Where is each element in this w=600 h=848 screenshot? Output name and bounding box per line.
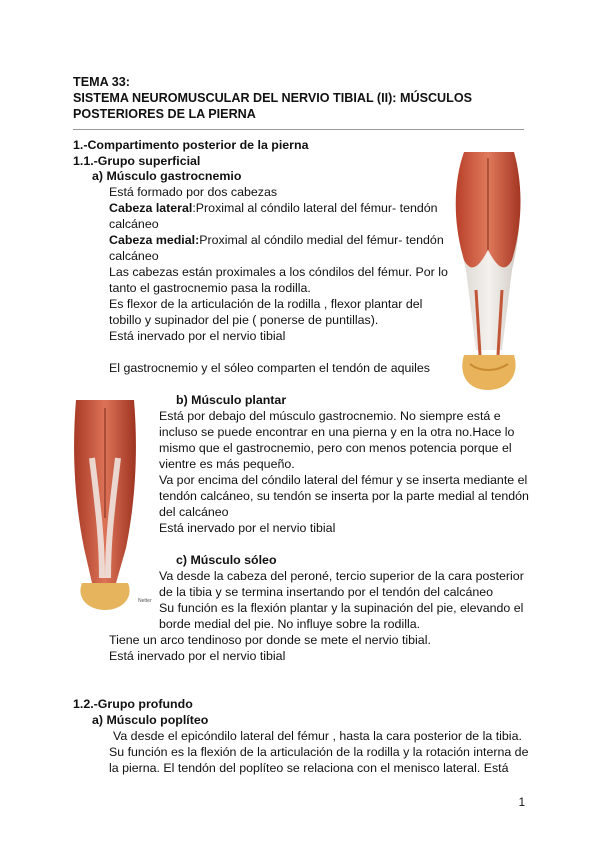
paragraph-line: Tiene un arco tendinoso por donde se mete el nervio tibial.	[109, 633, 431, 647]
soleo-heading: c) Músculo sóleo	[176, 553, 277, 567]
paragraph-line: vientre es más pequeño.	[159, 457, 295, 471]
paragraph-line: la pierna. El tendón del poplíteo se relaciona con el menisco lateral. Está	[109, 761, 509, 775]
subsection-heading: 1.1.-Grupo superficial	[73, 154, 201, 168]
paragraph-line	[109, 232, 444, 248]
title-divider	[73, 129, 524, 130]
paragraph-line: Está inervado por el nervio tibial	[109, 649, 286, 663]
paragraph-line: mismo que el gastrocnemio, pero con menos potencia porque el	[159, 441, 512, 455]
paragraph-line: Las cabezas están proximales a los cóndilos del fémur. Por lo	[109, 265, 448, 279]
doc-title-line2: POSTERIORES DE LA PIERNA	[73, 107, 256, 121]
term-label: Cabeza medial:	[109, 233, 200, 247]
paragraph-line: Su función es la flexión de la articulación de la rodilla y la rotación interna de	[109, 745, 529, 759]
paragraph-line: Es flexor de la articulación de la rodilla , flexor plantar del	[109, 297, 423, 311]
term-text: :Proximal al cóndilo lateral del fémur- tendón	[192, 201, 438, 215]
paragraph-line: El gastrocnemio y el sóleo comparten el tendón de aquiles	[109, 361, 430, 375]
paragraph-line: Su función es la flexión plantar y la supinación del pie, elevando el	[159, 601, 524, 615]
paragraph-line: Está inervado por el nervio tibial	[109, 329, 286, 343]
paragraph-line: tanto el gastrocnemio pasa la rodilla.	[109, 281, 311, 295]
paragraph-line: tobillo y supinador del pie ( ponerse de puntillas).	[109, 313, 379, 327]
gastrocnemius-illustration	[452, 150, 526, 392]
paragraph-line: calcáneo	[109, 217, 159, 231]
paragraph-line: del calcáneo	[159, 505, 229, 519]
section-heading: 1.-Compartimento posterior de la pierna	[73, 138, 309, 152]
popliteo-heading: a) Músculo poplíteo	[92, 713, 209, 727]
doc-title-line1: SISTEMA NEUROMUSCULAR DEL NERVIO TIBIAL (II): MÚSCULOS	[73, 91, 473, 105]
paragraph-line: Está formado por dos cabezas	[109, 185, 278, 199]
figure-caption: Netter	[138, 598, 152, 604]
paragraph-line: tendón calcáneo, su tendón se inserta por la parte medial al tendón	[159, 489, 529, 503]
paragraph-line: de la tibia y se termina insertando por el tendón del calcáneo	[159, 585, 494, 599]
paragraph-line: Está inervado por el nervio tibial	[159, 521, 336, 535]
paragraph-line: Va por encima del cóndilo lateral del fémur y se inserta mediante el	[159, 473, 528, 487]
plantar-heading: b) Músculo plantar	[176, 393, 287, 407]
paragraph-line: Está por debajo del músculo gastrocnemio. No siempre está e	[159, 409, 501, 423]
page-number: 1	[518, 797, 525, 809]
gastrocnemio-heading: a) Músculo gastrocnemio	[92, 169, 242, 183]
paragraph-line	[109, 200, 438, 216]
paragraph-line: Va desde la cabeza del peroné, tercio superior de la cara posterior	[159, 569, 524, 583]
paragraph-line: calcáneo	[109, 249, 159, 263]
paragraph-line: incluso se puede encontrar en una pierna y en la otra no.Hace lo	[159, 425, 515, 439]
term-label: Cabeza lateral	[109, 201, 193, 215]
paragraph-line: Va desde el epicóndilo lateral del fémur , hasta la cara posterior de la tibia.	[113, 729, 522, 743]
term-text: Proximal al cóndilo medial del fémur- tendón	[199, 233, 444, 247]
paragraph-line: borde medial del pie. No influye sobre la rodilla.	[159, 617, 421, 631]
subsection-heading: 1.2.-Grupo profundo	[73, 697, 193, 711]
plantar-soleus-illustration	[72, 398, 138, 612]
doc-topic: TEMA 33:	[73, 75, 130, 89]
